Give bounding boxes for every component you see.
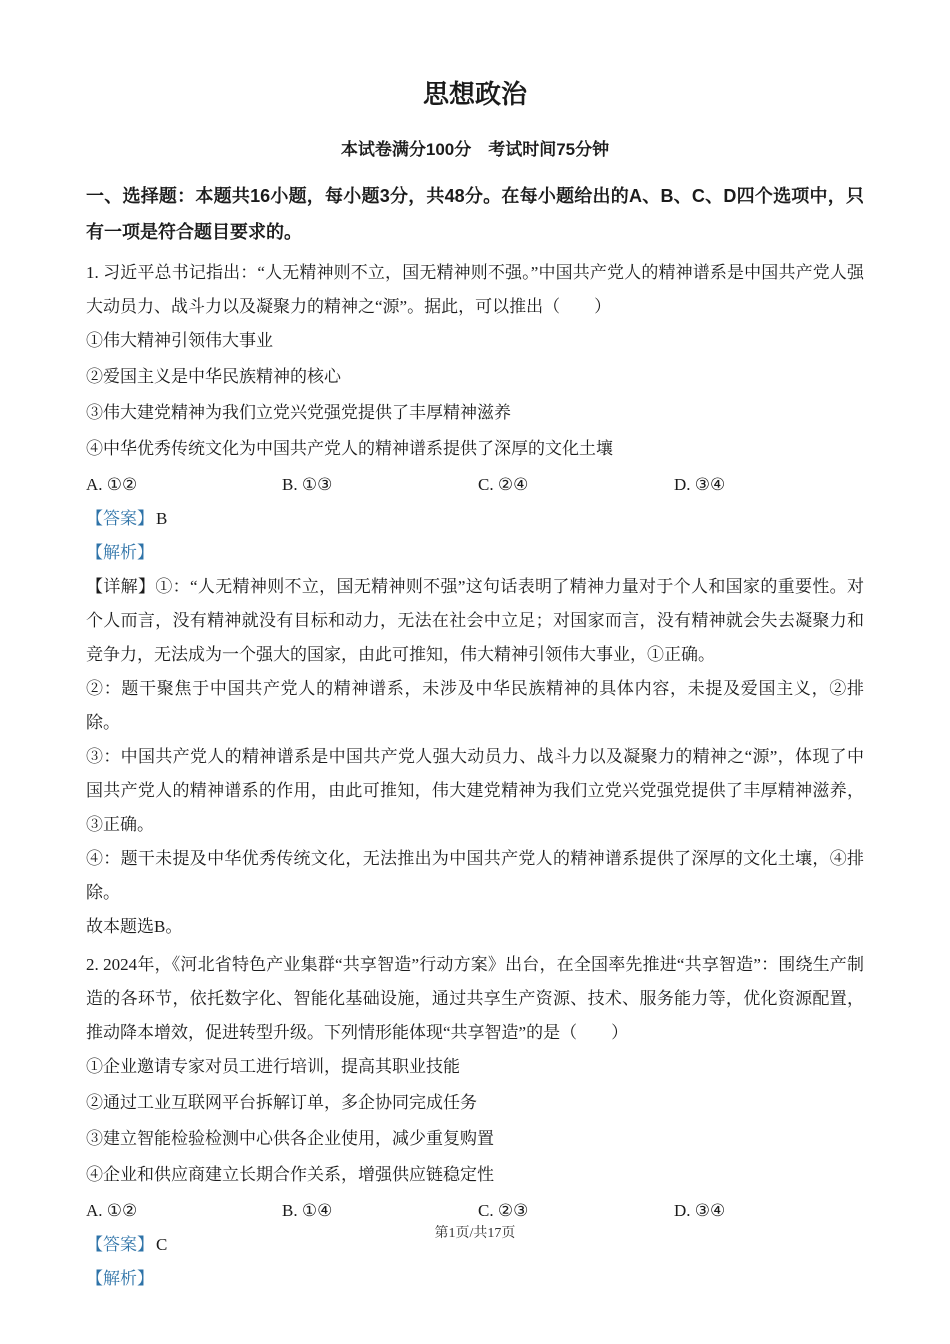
question-1-statement-3: ③伟大建党精神为我们立党兴党强党提供了丰厚精神滋养 [86,403,511,422]
question-1-choice-b: B. ①③ [282,475,333,494]
exam-info: 本试卷满分100分 考试时间75分钟 [340,140,610,159]
answer-label: 【答案】 [86,509,154,528]
question-1-detail-paragraph-1: 【详解】①：“人无精神则不立，国无精神则不强”这句话表明了精神力量对于个人和国家的重要性。对个人而言，没有精神就没有目标和动力，无法在社会中立足；对国家而言，没有精神就会失去凝聚力和竞争力，无法成为一个强大的国家，由此可推知，伟大精神引领伟大事业，①正确。 [86,577,864,664]
analysis-label: 【解析】 [86,1269,154,1288]
question-2-choice-b: B. ①④ [282,1201,333,1220]
question-1-stem: 1. 习近平总书记指出：“人无精神则不立，国无精神则不强。”中国共产党人的精神谱系是中国共产党人强大动员力、战斗力以及凝聚力的精神之“源”。据此，可以推出（ ） [86,263,864,316]
question-1-choice-row [86,468,864,502]
question-1 [86,256,864,944]
question-1-detail-paragraph-3: ③：中国共产党人的精神谱系是中国共产党人强大动员力、战斗力以及凝聚力的精神之“源”，体现了中国共产党人的精神谱系的作用，由此可推知，伟大建党精神为我们立党兴党强党提供了丰厚精神滋养，③正确。 [86,747,864,834]
question-2-choice-d: D. ③④ [674,1201,726,1220]
question-2-statement-4: ④企业和供应商建立长期合作关系，增强供应链稳定性 [86,1165,494,1184]
question-2-choice-a: A. ①② [86,1201,138,1220]
question-1-detail-conclusion: 故本题选B。 [86,917,183,936]
question-1-answer-value: B [156,509,168,528]
question-2-choice-c: C. ②③ [478,1201,529,1220]
question-2-choice-row [86,1194,864,1228]
question-1-choice-c: C. ②④ [478,475,529,494]
question-1-detail-paragraph-2: ②：题干聚焦于中国共产党人的精神谱系，未涉及中华民族精神的具体内容，未提及爱国主义，②排除。 [86,679,864,732]
question-2-stem: 2. 2024年，《河北省特色产业集群“共享智造”行动方案》出台，在全国率先推进“共享智造”：围绕生产制造的各环节，依托数字化、智能化基础设施，通过共享生产资源、技术、服务能力等，优化资源配置，推动降本增效，促进转型升级。下列情形能体现“共享智造”的是（ ） [86,955,864,1042]
question-1-analysis-line [86,536,864,570]
question-1-answer-line [86,502,864,536]
section-heading: 一、选择题：本题共16小题，每小题3分，共48分。在每小题给出的A、B、C、D四个选项中，只有一项是符合题目要求的。 [86,186,864,242]
question-1-detail-paragraph-4: ④：题干未提及中华优秀传统文化，无法推出为中国共产党人的精神谱系提供了深厚的文化土壤，④排除。 [86,849,864,902]
question-2-statement-2: ②通过工业互联网平台拆解订单，多企协同完成任务 [86,1093,477,1112]
question-1-statement-1: ①伟大精神引领伟大事业 [86,331,273,350]
question-1-choice-d: D. ③④ [674,475,726,494]
question-2-statement-3: ③建立智能检验检测中心供各企业使用，减少重复购置 [86,1129,494,1148]
question-1-statement-4: ④中华优秀传统文化为中国共产党人的精神谱系提供了深厚的文化土壤 [86,439,613,458]
page-number: 第1页/共17页 [434,1226,516,1241]
analysis-label: 【解析】 [86,543,154,562]
answer-label: 【答案】 [86,1235,154,1254]
question-1-statement-2: ②爱国主义是中华民族精神的核心 [86,367,341,386]
question-2-statement-1: ①企业邀请专家对员工进行培训，提高其职业技能 [86,1057,460,1076]
question-1-choice-a: A. ①② [86,475,138,494]
question-2-answer-value: C [156,1235,168,1254]
page-title: 思想政治 [422,79,527,109]
question-2-analysis-line [86,1262,864,1296]
